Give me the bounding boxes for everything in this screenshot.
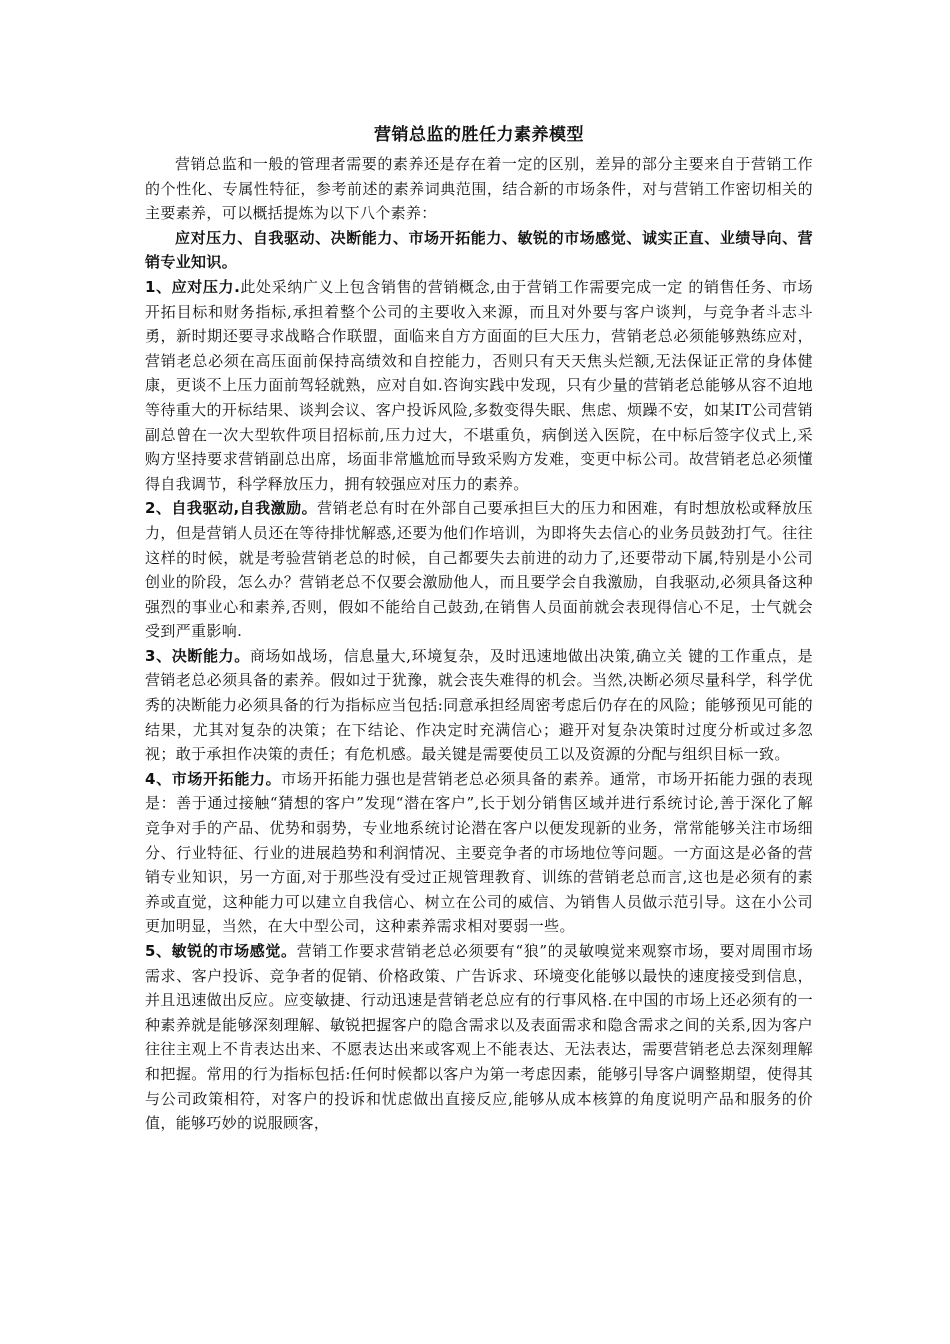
section-paragraph-3 xyxy=(145,644,813,767)
intro-paragraph: 营销总监和一般的管理者需要的素养还是存在着一定的区别，差异的部分主要来自于营销工作的个性化、专属性特征，参考前述的素养词典范围，结合新的市场条件，对与营销工作密切相关的主要素养，可以概括提炼为以下八个素养： xyxy=(145,155,813,223)
section-body-5: 营销工作要求营销老总必须要有“狼”的灵敏嗅觉来观察市场，要对周围市场需求、客户投诉、竞争者的促销、价格政策、广告诉求、环境变化能够以最快的速度接受到信息，并且迅速做出反应。应变敏捷、行动迅速是营销老总应有的行事风格.在中国的市场上还必须有的一种素养就是能够深刻理解、敏锐把握客户的隐含需求以及表面需求和隐含需求之间的关系,因为客户往往主观上不肯表达出来、不愿表达出来或客观上不能表达、无法表达，需要营销老总去深刻理解和把握。常用的行为指标包括:任何时候都以客户为第一考虑因素，能够引导客户调整期望，使得其与公司政策相符，对客户的投诉和忧虑做出直接反应,能够从成本核算的角度说明产品和服务的价值，能够巧妙的说服顾客， xyxy=(145,942,813,1133)
section-heading-5: 5、敏锐的市场感觉。 xyxy=(145,942,297,960)
section-body-3: 商场如战场，信息量大,环境复杂，及时迅速地做出决策,确立关 键的工作重点，是营销老总必须具备的素养。假如过于犹豫，就会丧失难得的机会。当然,决断必须尽量科学，科学优秀的决断能力必须具备的行为指标应当包括:同意承担经周密考虑后仍存在的风险；能够预见可能的结果，尤其对复杂的决策；在下结论、作决定时充满信心；避开对复杂决策时过度分析或过多忽视；敢于承担作决策的责任；有危机感。最关键是需要使员工以及资源的分配与组织目标一致。 xyxy=(145,646,814,764)
section-body-2: 营销老总有时在外部自己要承担巨大的压力和困难，有时想放松或释放压力，但是营销人员还在等待排忧解惑,还要为他们作培训，为即将失去信心的业务员鼓劲打气。往往这样的时候，就是考验营销老总的时候，自己都要失去前进的动力了,还要带动下属,特别是小公司创业的阶段，怎么办？营销老总不仅要会激励他人，而且要学会自我激励，自我驱动,必须具备这种强烈的事业心和素养,否则，假如不能给自己鼓劲,在销售人员面前就会表现得信心不足，士气就会受到严重影响. xyxy=(145,499,813,641)
section-paragraph-5 xyxy=(145,939,813,1136)
section-paragraph-2 xyxy=(145,496,813,644)
document-title: 营销总监的胜任力素养模型 xyxy=(374,125,584,145)
section-paragraph-1 xyxy=(145,275,813,496)
summary-paragraph: 应对压力、自我驱动、决断能力、市场开拓能力、敏锐的市场感觉、诚实正直、业绩导向、营销专业知识。 xyxy=(145,228,813,272)
section-body-4: 市场开拓能力强也是营销老总必须具备的素养。通常，市场开拓能力强的表现是：善于通过接触“猜想的客户”发现“潜在客户”,长于划分销售区域并进行系统讨论,善于深化了解竞争对手的产品、优势和弱势，专业地系统讨论潜在客户以便发现新的业务，常常能够关注市场细分、行业特征、行业的进展趋势和利润情况、主要竞争者的市场地位等问题。一方面这是必备的营销专业知识，另一方面,对于那些没有受过正规管理教育、训练的营销老总而言,这也是必须有的素养或直觉，这种能力可以建立自我信心、树立在公司的威信、为销售人员做示范引导。这在小公司更加明显，当然，在大中型公司，这种素养需求相对要弱一些。 xyxy=(145,769,814,936)
section-heading-4: 4、市场开拓能力。 xyxy=(145,769,282,788)
section-heading-2: 2、自我驱动,自我激励。 xyxy=(145,499,318,518)
section-heading-3: 3、决断能力。 xyxy=(145,646,250,665)
section-paragraph-4 xyxy=(145,767,813,939)
document-page xyxy=(145,118,813,1136)
section-heading-1: 1、应对压力. xyxy=(145,277,241,296)
section-body-1: 此处采纳广义上包含销售的营销概念,由于营销工作需要完成一定 的销售任务、市场开拓目标和财务指标,承担着整个公司的主要收入来源，而且对外要与客户谈判，与竞争者斗志斗勇，新时期还要寻求战略合作联盟，面临来自方方面面的巨大压力，营销老总必须能够熟练应对，营销老总必须在高压面前保持高绩效和自控能力，否则只有天天焦头烂额,无法保证正常的身体健康，更谈不上压力面前驾轻就熟，应对自如.咨询实践中发现，只有少量的营销老总能够从容不迫地等待重大的开标结果、谈判会议、客户投诉风险,多数变得失眠、焦虑、烦躁不安，如某IT公司营销副总曾在一次大型软件项目招标前,压力过大，不堪重负，病倒送入医院，在中标后签字仪式上,采购方坚持要求营销副总出席，场面非常尴尬而导致采购方发难，变更中标公司。故营销老总必须懂得自我调节，科学释放压力，拥有较强应对压力的素养。 xyxy=(145,277,813,493)
